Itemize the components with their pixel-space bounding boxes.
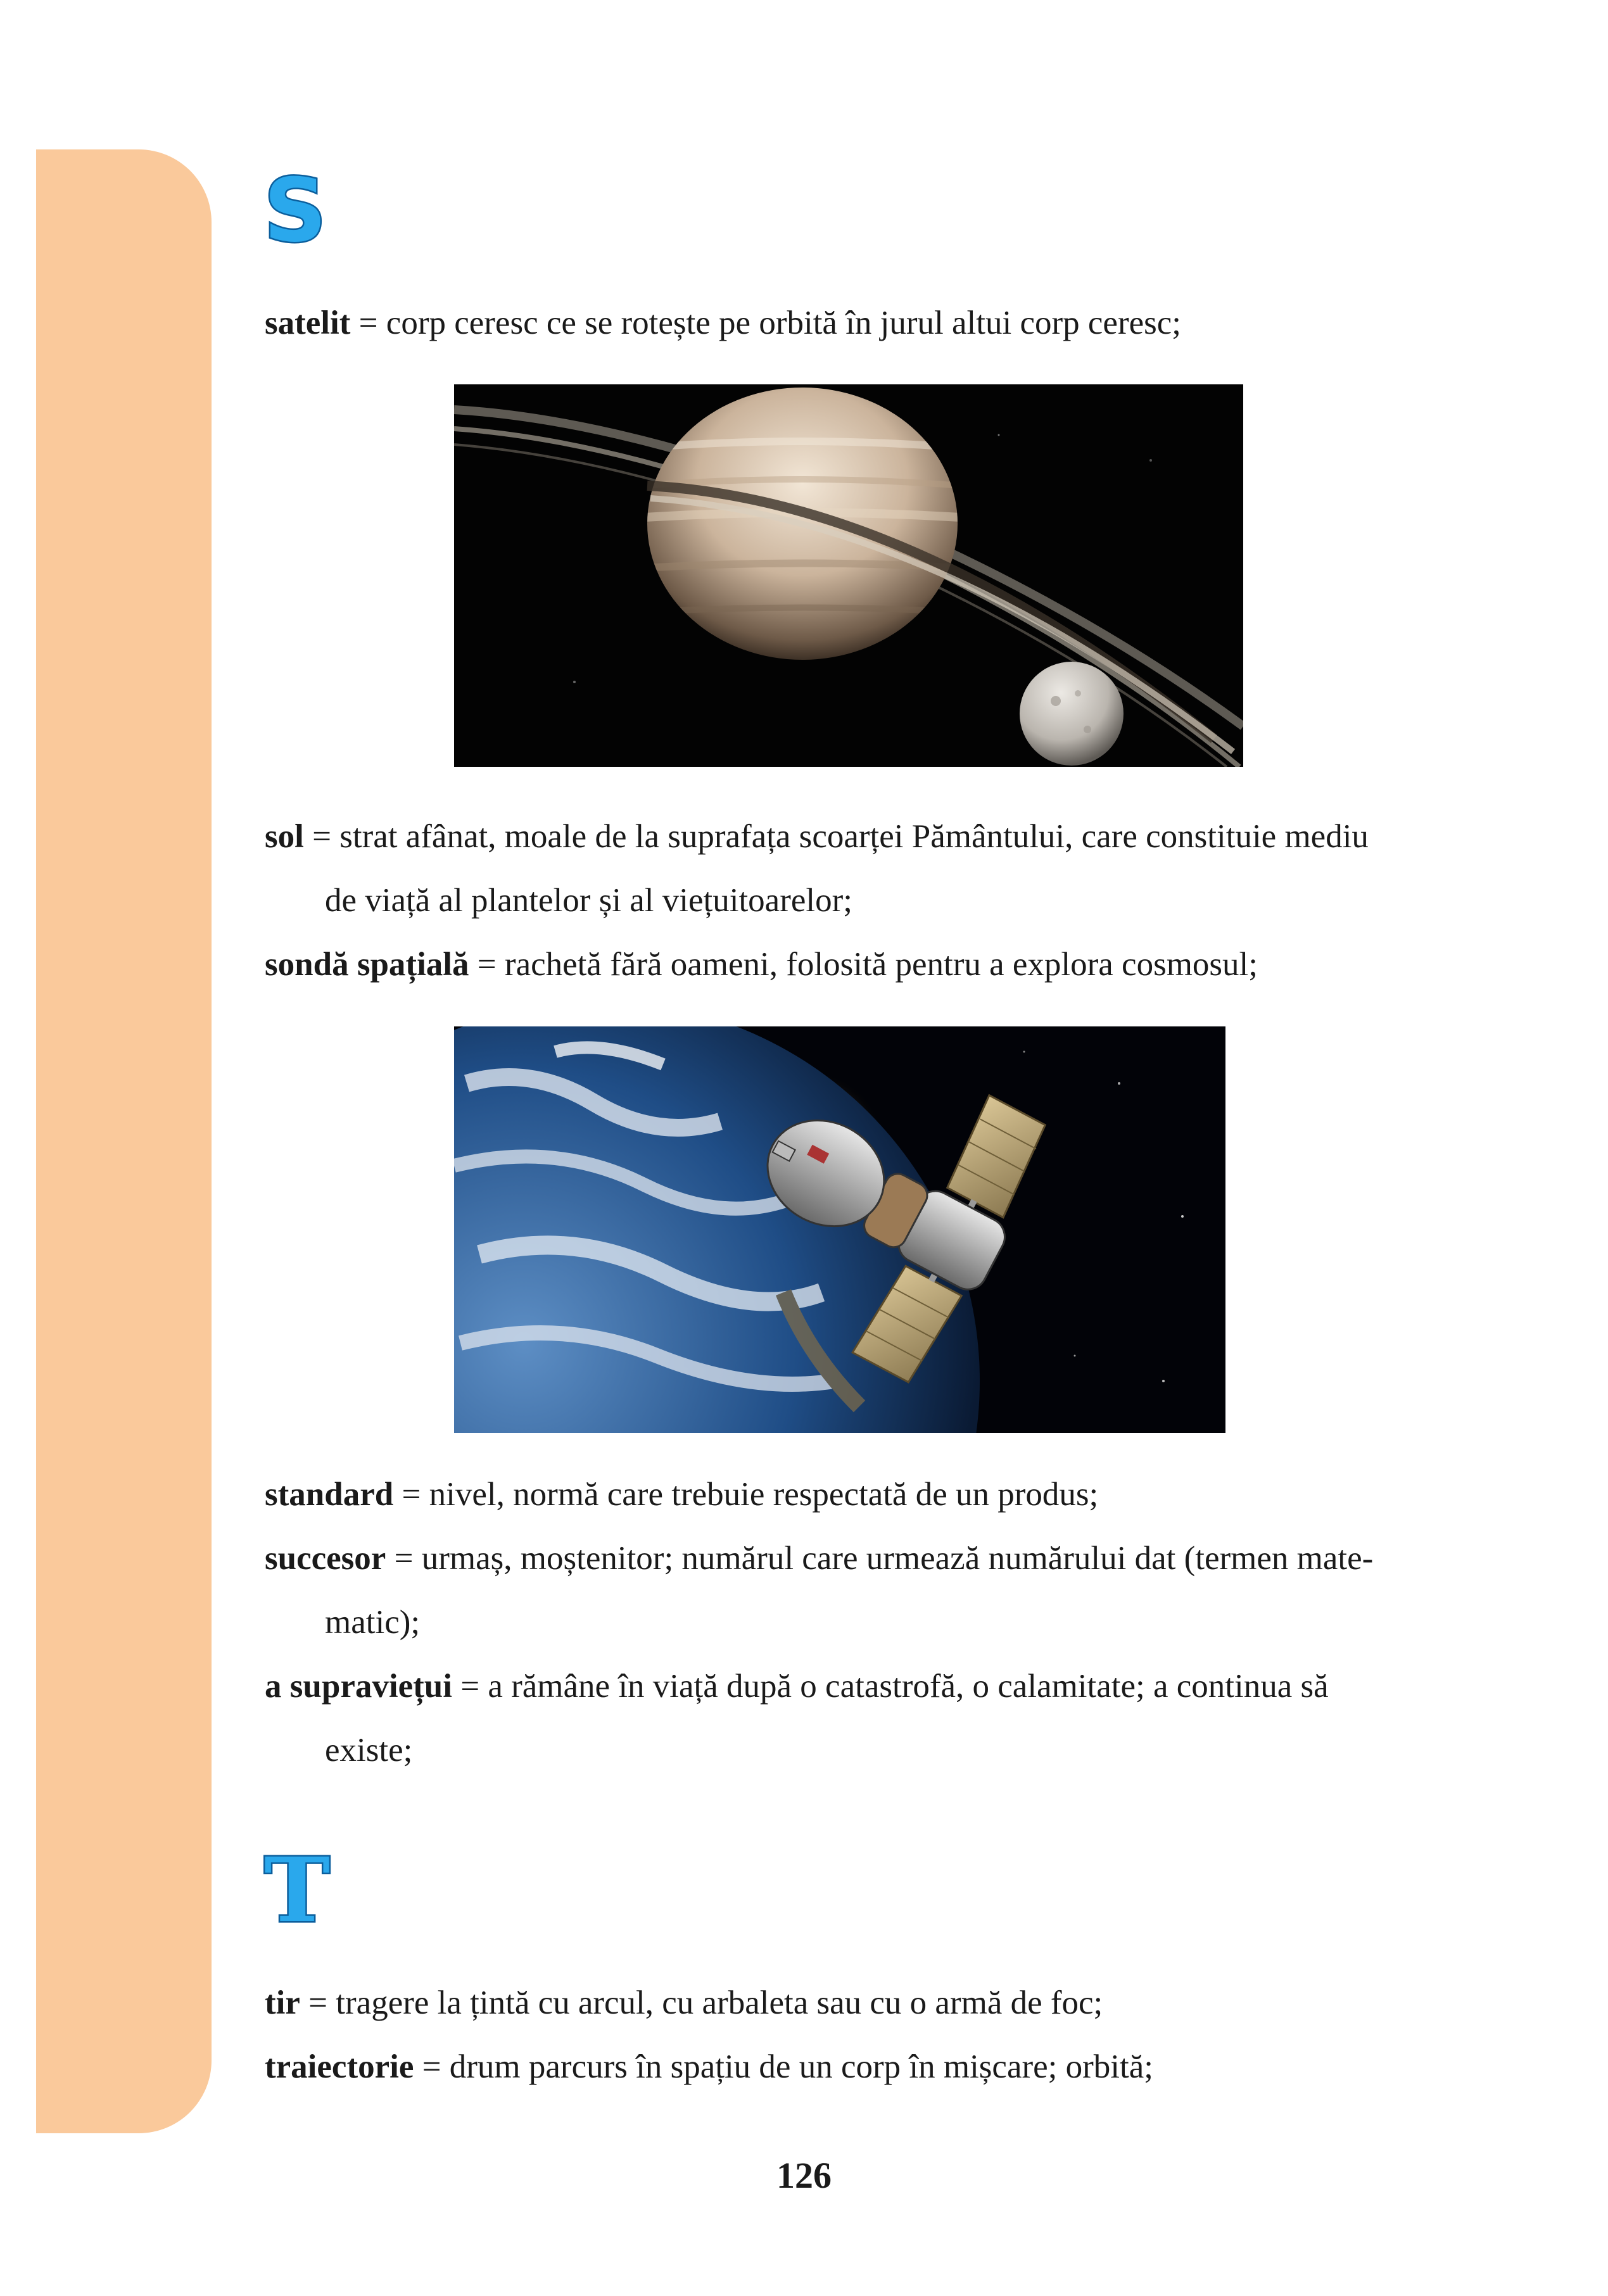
glossary-entry-traiectorie	[265, 2035, 1506, 2099]
definition: = drum parcurs în spațiu de un corp în mișcare; orbită;	[414, 2048, 1153, 2085]
glossary-entry-a-supravietui	[265, 1655, 1506, 1782]
definition: = a rămâne în viață după o catastrofă, o calamitate; a continua să	[452, 1668, 1329, 1705]
side-tab-decoration	[36, 149, 212, 2133]
term: succesor	[265, 1540, 386, 1577]
definition-continuation: de viață al plantelor și al viețuitoarelor;	[325, 882, 852, 919]
letter-t-icon	[256, 1849, 338, 1931]
term: satelit	[265, 305, 351, 341]
glossary-entry-sonda-spatiala	[265, 933, 1506, 997]
svg-text:S: S	[263, 166, 327, 251]
term: a supraviețui	[265, 1668, 452, 1705]
svg-text:T: T	[263, 1849, 331, 1931]
definition-continuation: existe;	[325, 1732, 413, 1769]
definition: = nivel, normă care trebuie respectată de un produs;	[393, 1476, 1099, 1513]
term: sondă spațială	[265, 946, 469, 983]
glossary-entry-succesor	[265, 1527, 1506, 1655]
earth-spacecraft-photo	[454, 1026, 1225, 1433]
definition: = corp ceresc ce se rotește pe orbită în jurul altui corp ceresc;	[350, 305, 1182, 341]
letter-s-icon	[256, 166, 334, 251]
definition: = rachetă fără oameni, folosită pentru a explora cosmosul;	[469, 946, 1258, 983]
term: tir	[265, 1984, 300, 2021]
definition: = urmaș, moștenitor; numărul care urmează numărului dat (termen mate-	[386, 1540, 1374, 1577]
page-number: 126	[776, 2155, 832, 2196]
definition-continuation: matic);	[325, 1604, 421, 1641]
glossary-entry-satelit	[265, 291, 1506, 355]
term: standard	[265, 1476, 394, 1513]
term: traiectorie	[265, 2048, 414, 2085]
glossary-entry-tir	[265, 1971, 1506, 2035]
glossary-entry-sol	[265, 805, 1506, 933]
definition: = strat afânat, moale de la suprafața scoarței Pământului, care constituie mediu	[303, 818, 1369, 855]
saturn-moon-photo	[454, 384, 1243, 767]
glossary-entry-standard	[265, 1463, 1506, 1527]
term: sol	[265, 818, 304, 855]
definition: = tragere la țintă cu arcul, cu arbaleta sau cu o armă de foc;	[300, 1984, 1103, 2021]
